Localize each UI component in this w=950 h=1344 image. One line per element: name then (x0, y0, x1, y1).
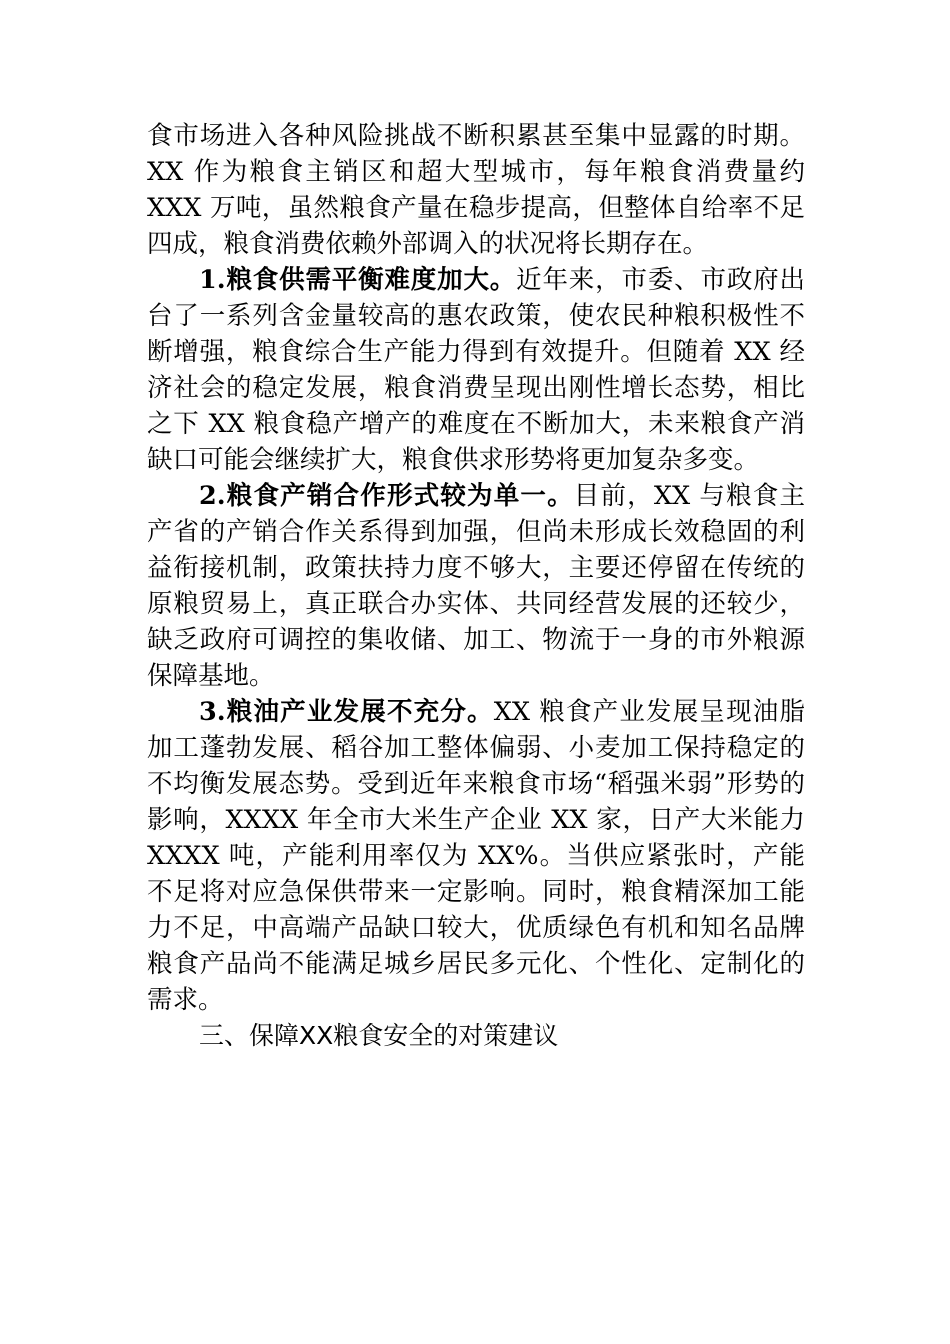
paragraph-lead: 3.粮油产业发展不充分。 (199, 697, 494, 727)
document-page (147, 118, 805, 1054)
paragraph-text: 近年来，市委、市政府出台了一系列含金量较高的惠农政策，使农民种粮积极性不断增强，粮食综合生产能力得到有效提升。但随着 XX 经济社会的稳定发展，粮食消费呈现出刚性增长态势，相比之下 XX 粮食稳产增产的难度在不断加大，未来粮食产消缺口可能会继续扩大，粮食供求形势将更加复杂多变。 (147, 265, 805, 475)
paragraph-text: XX 粮食产业发展呈现油脂加工蓬勃发展、稻谷加工整体偏弱、小麦加工保持稳定的不均衡发展态势。受到近年来粮食市场“稻强米弱”形势的影响，XXXX 年全市大米生产企业 XX 家，日产大米能力 XXXX 吨，产能利用率仅为 XX%。当供应紧张时，产能不足将对应急保供带来一定影响。同时，粮食精深加工能力不足，中高端产品缺口较大，优质绿色有机和知名品牌粮食产品尚不能满足城乡居民多元化、个性化、定制化的需求。 (147, 697, 805, 1015)
paragraph-text: 目前，XX 与粮食主产省的产销合作关系得到加强，但尚未形成长效稳固的利益衔接机制，政策扶持力度不够大，主要还停留在传统的原粮贸易上，真正联合办实体、共同经营发展的还较少，缺乏政府可调控的集收储、加工、物流于一身的市外粮源保障基地。 (147, 481, 805, 691)
section-heading: 三、保障XX粮食安全的对策建议 (199, 1021, 559, 1050)
paragraph-lead: 1.粮食供需平衡难度加大。 (199, 265, 517, 295)
paragraph-grain-oil-industry (147, 694, 805, 1018)
paragraph-production-sales (147, 478, 805, 694)
paragraph-supply-demand (147, 262, 805, 478)
paragraph-lead: 2.粮食产销合作形式较为单一。 (199, 481, 574, 511)
paragraph-intro (147, 118, 805, 262)
paragraph-text: 食市场进入各种风险挑战不断积累甚至集中显露的时期。XX 作为粮食主销区和超大型城市，每年粮食消费量约 XXX 万吨，虽然粮食产量在稳步提高，但整体自给率不足四成，粮食消费依赖外部调入的状况将长期存在。 (147, 121, 805, 259)
